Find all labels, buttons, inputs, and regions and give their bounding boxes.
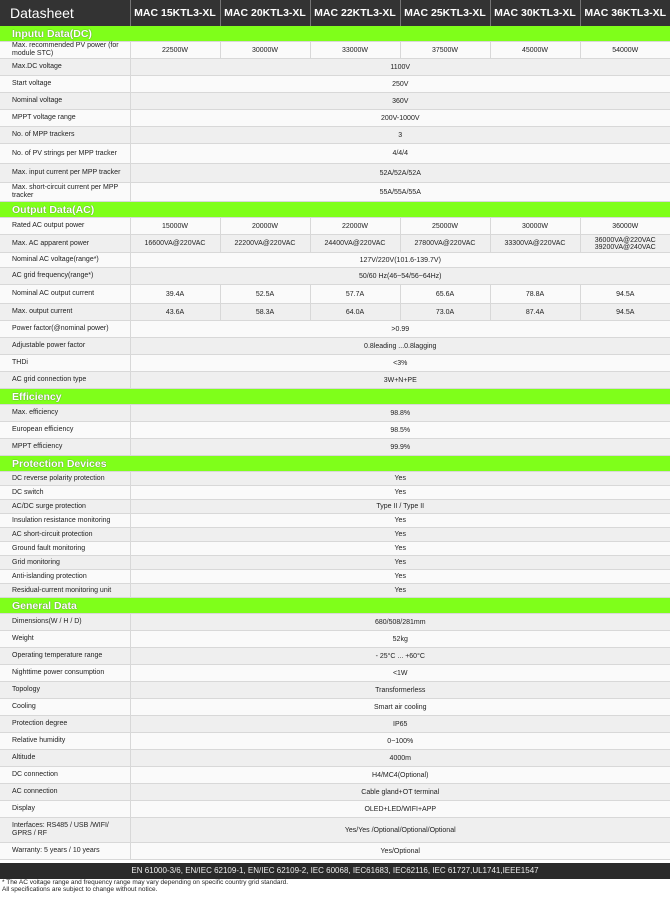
spec-label: Interfaces: RS485 / USB /WIFI/ GPRS / RF (0, 818, 130, 843)
spec-label: Dimensions(W / H / D) (0, 614, 130, 631)
datasheet-title: Datasheet (0, 0, 130, 26)
spec-label: Protection degree (0, 716, 130, 733)
spec-value: 20000W (220, 218, 310, 235)
spec-row (0, 784, 670, 801)
spec-label: AC grid connection type (0, 372, 130, 389)
spec-row (0, 500, 670, 514)
spec-row (0, 648, 670, 665)
spec-row (0, 405, 670, 422)
section-title: Inputu Data(DC) (0, 26, 670, 42)
spec-row (0, 355, 670, 372)
spec-row (0, 472, 670, 486)
section-title: Protection Devices (0, 456, 670, 472)
spec-row (0, 570, 670, 584)
spec-value: <3% (130, 355, 670, 372)
spec-row (0, 733, 670, 750)
spec-row (0, 584, 670, 598)
spec-row (0, 268, 670, 285)
spec-value: 200V-1000V (130, 110, 670, 127)
spec-value: 39.4A (130, 285, 220, 304)
spec-value: 52kg (130, 631, 670, 648)
spec-label: Max. short-circuit current per MPP tracker (0, 183, 130, 202)
spec-row (0, 542, 670, 556)
spec-row (0, 750, 670, 767)
spec-value: Yes/Optional (130, 843, 670, 860)
spec-label: Nighttime power consumption (0, 665, 130, 682)
spec-row (0, 528, 670, 542)
spec-value: Yes (130, 542, 670, 556)
spec-row (0, 422, 670, 439)
spec-value: 33000W (310, 42, 400, 59)
spec-value: 43.6A (130, 304, 220, 321)
spec-value: 98.5% (130, 422, 670, 439)
spec-value: 36000VA@220VAC 39200VA@240VAC (580, 235, 670, 253)
spec-label: Anti-islanding protection (0, 570, 130, 584)
spec-value: 94.5A (580, 285, 670, 304)
spec-label: Max. output current (0, 304, 130, 321)
spec-value: OLED+LED/WIFI+APP (130, 801, 670, 818)
spec-value: 22000W (310, 218, 400, 235)
spec-label: MPPT efficiency (0, 439, 130, 456)
spec-value: 25000W (400, 218, 490, 235)
spec-value: 73.0A (400, 304, 490, 321)
spec-value: Yes (130, 486, 670, 500)
spec-row (0, 556, 670, 570)
spec-label: Grid monitoring (0, 556, 130, 570)
spec-value: 30000W (220, 42, 310, 59)
spec-value: 36000W (580, 218, 670, 235)
spec-value: Yes/Yes /Optional/Optional/Optional (130, 818, 670, 843)
spec-label: Nominal voltage (0, 93, 130, 110)
spec-label: DC reverse polarity protection (0, 472, 130, 486)
spec-row (0, 767, 670, 784)
spec-value: 45000W (490, 42, 580, 59)
spec-value: 3W+N+PE (130, 372, 670, 389)
spec-label: Topology (0, 682, 130, 699)
spec-value: 98.8% (130, 405, 670, 422)
spec-label: Cooling (0, 699, 130, 716)
spec-value: 22200VA@220VAC (220, 235, 310, 253)
spec-row (0, 144, 670, 164)
spec-label: Start voltage (0, 76, 130, 93)
section-header (0, 26, 670, 42)
spec-label: Display (0, 801, 130, 818)
footnote-line: * The AC voltage range and frequency range may vary depending on specific country grid standard. (2, 879, 289, 886)
spec-label: Residual-current monitoring unit (0, 584, 130, 598)
spec-label: AC grid frequency(range*) (0, 268, 130, 285)
standards-footer: EN 61000-3/6, EN/IEC 62109-1, EN/IEC 62109-2, IEC 60068, IEC61683, IEC62116, IEC 61727,UL1741,IEEE1547 (0, 863, 670, 879)
spec-value: 4000m (130, 750, 670, 767)
spec-label: Relative humidity (0, 733, 130, 750)
spec-row (0, 93, 670, 110)
spec-value: 52A/52A/52A (130, 164, 670, 183)
spec-value: 360V (130, 93, 670, 110)
spec-value: 16600VA@220VAC (130, 235, 220, 253)
spec-label: Altitude (0, 750, 130, 767)
spec-value: Smart air cooling (130, 699, 670, 716)
spec-row (0, 338, 670, 355)
spec-value: Yes (130, 556, 670, 570)
model-header: MAC 25KTL3-XL (400, 0, 490, 26)
spec-value: 4/4/4 (130, 144, 670, 164)
spec-value: Yes (130, 570, 670, 584)
spec-row (0, 514, 670, 528)
model-header: MAC 20KTL3-XL (220, 0, 310, 26)
spec-value: 27800VA@220VAC (400, 235, 490, 253)
section-header (0, 598, 670, 614)
spec-value: <1W (130, 665, 670, 682)
spec-value: 33300VA@220VAC (490, 235, 580, 253)
spec-label: Nominal AC voltage(range*) (0, 253, 130, 268)
spec-label: Adjustable power factor (0, 338, 130, 355)
spec-value: Yes (130, 528, 670, 542)
model-header: MAC 30KTL3-XL (490, 0, 580, 26)
spec-value: 58.3A (220, 304, 310, 321)
spec-label: AC/DC surge protection (0, 500, 130, 514)
spec-value: 54000W (580, 42, 670, 59)
spec-label: Weight (0, 631, 130, 648)
spec-label: Ground fault monitoring (0, 542, 130, 556)
spec-value: 78.8A (490, 285, 580, 304)
spec-label: Rated AC output power (0, 218, 130, 235)
spec-value: 94.5A (580, 304, 670, 321)
spec-row (0, 235, 670, 253)
spec-row (0, 218, 670, 235)
section-title: Output Data(AC) (0, 202, 670, 218)
spec-value: Yes (130, 472, 670, 486)
spec-row (0, 127, 670, 144)
spec-label: Operating temperature range (0, 648, 130, 665)
spec-label: DC switch (0, 486, 130, 500)
spec-label: Power factor(@nominal power) (0, 321, 130, 338)
spec-label: THDi (0, 355, 130, 372)
spec-row (0, 164, 670, 183)
spec-value: - 25°C ... +60°C (130, 648, 670, 665)
spec-label: No. of PV strings per MPP tracker (0, 144, 130, 164)
spec-row (0, 614, 670, 631)
spec-value: IP65 (130, 716, 670, 733)
spec-value: 65.6A (400, 285, 490, 304)
spec-row (0, 682, 670, 699)
spec-value: 57.7A (310, 285, 400, 304)
spec-value: Cable gland+OT terminal (130, 784, 670, 801)
spec-label: Max. efficiency (0, 405, 130, 422)
spec-row (0, 716, 670, 733)
spec-label: Max. input current per MPP tracker (0, 164, 130, 183)
spec-row (0, 818, 670, 843)
model-header: MAC 22KTL3-XL (310, 0, 400, 26)
spec-label: DC connection (0, 767, 130, 784)
spec-value: H4/MC4(Optional) (130, 767, 670, 784)
footnote-line: All specifications are subject to change without notice. (2, 886, 158, 893)
spec-row (0, 699, 670, 716)
spec-row (0, 631, 670, 648)
spec-label: Nominal AC output current (0, 285, 130, 304)
spec-label: AC short-circuit protection (0, 528, 130, 542)
spec-row (0, 439, 670, 456)
spec-label: MPPT voltage range (0, 110, 130, 127)
spec-row (0, 285, 670, 304)
spec-value: 127V/220V(101.6-139.7V) (130, 253, 670, 268)
spec-row (0, 486, 670, 500)
spec-row (0, 59, 670, 76)
spec-value: >0.99 (130, 321, 670, 338)
spec-value: 30000W (490, 218, 580, 235)
spec-row (0, 843, 670, 860)
spec-row (0, 253, 670, 268)
spec-label: European efficiency (0, 422, 130, 439)
spec-value: 22500W (130, 42, 220, 59)
section-header (0, 389, 670, 405)
spec-value: 0~100% (130, 733, 670, 750)
spec-value: Type II / Type II (130, 500, 670, 514)
spec-value: 52.5A (220, 285, 310, 304)
spec-value: 15000W (130, 218, 220, 235)
spec-value: 37500W (400, 42, 490, 59)
spec-row (0, 665, 670, 682)
spec-label: Max.DC voltage (0, 59, 130, 76)
spec-label: Warranty: 5 years / 10 years (0, 843, 130, 860)
header-row (0, 0, 670, 26)
model-header: MAC 36KTL3-XL (580, 0, 670, 26)
section-header (0, 456, 670, 472)
spec-value: 250V (130, 76, 670, 93)
spec-value: 87.4A (490, 304, 580, 321)
spec-value: 50/60 Hz(46~54/56~64Hz) (130, 268, 670, 285)
spec-row (0, 76, 670, 93)
spec-value: Transformerless (130, 682, 670, 699)
spec-row (0, 372, 670, 389)
spec-label: Insulation resistance monitoring (0, 514, 130, 528)
spec-value: 680/508/281mm (130, 614, 670, 631)
spec-label: Max. AC apparent power (0, 235, 130, 253)
spec-value: 55A/55A/55A (130, 183, 670, 202)
spec-value: 3 (130, 127, 670, 144)
section-title: General Data (0, 598, 670, 614)
spec-value: 24400VA@220VAC (310, 235, 400, 253)
spec-row (0, 304, 670, 321)
spec-label: No. of MPP trackers (0, 127, 130, 144)
section-title: Efficiency (0, 389, 670, 405)
spec-value: 0.8leading ...0.8lagging (130, 338, 670, 355)
spec-value: 99.9% (130, 439, 670, 456)
spec-row (0, 42, 670, 59)
spec-row (0, 110, 670, 127)
model-header: MAC 15KTL3-XL (130, 0, 220, 26)
spec-label: Max. recommended PV power (for module STC) (0, 42, 130, 59)
section-header (0, 202, 670, 218)
spec-value: 1100V (130, 59, 670, 76)
spec-body (0, 26, 670, 860)
spec-value: Yes (130, 584, 670, 598)
spec-value: Yes (130, 514, 670, 528)
spec-row (0, 801, 670, 818)
spec-row (0, 321, 670, 338)
spec-row (0, 183, 670, 202)
spec-value: 64.0A (310, 304, 400, 321)
spec-label: AC connection (0, 784, 130, 801)
